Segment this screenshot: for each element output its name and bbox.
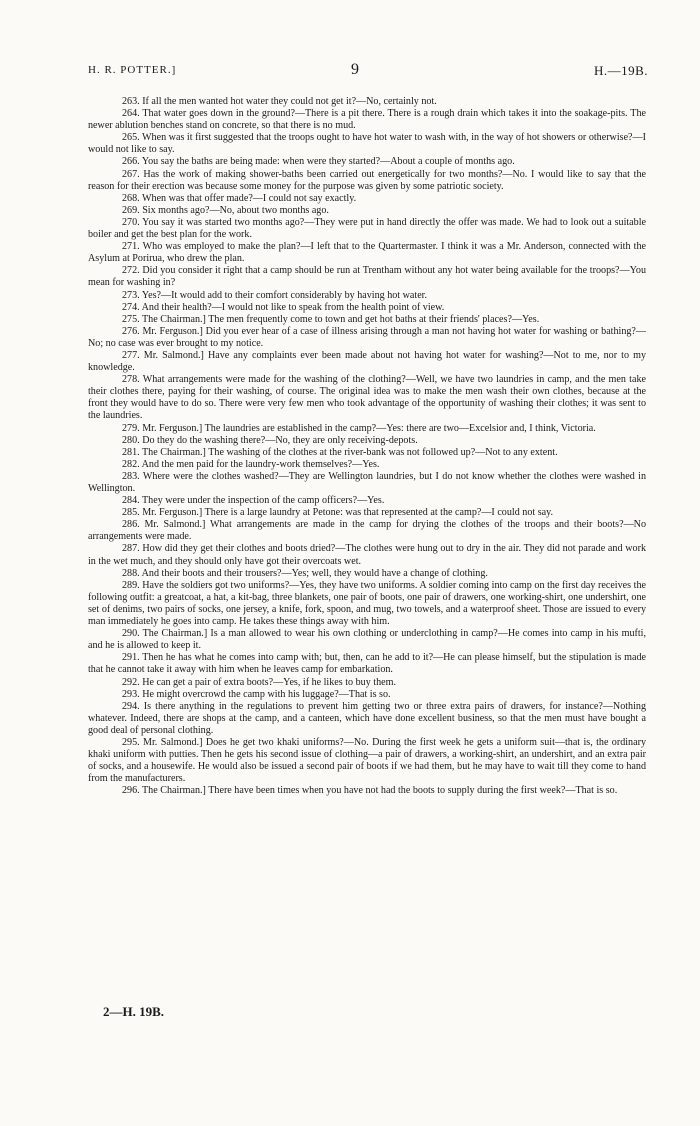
testimony-paragraph: 267. Has the work of making shower-baths been carried out energetically for two months?—No. I would like to say that the reason for their erection was because some money for the purpose was given by some patriotic society. <box>88 168 646 192</box>
paper-reference: H.—19B. <box>593 63 648 78</box>
testimony-paragraph: 288. And their boots and their trousers?—Yes; well, they would have a change of clothing. <box>122 567 488 579</box>
testimony-paragraph: 284. They were under the inspection of the camp officers?—Yes. <box>122 495 385 507</box>
testimony-paragraph: 287. How did they get their clothes and boots dried?—The clothes were hung out to dry in the air. They did not parade and work in the wet much, and they should only have got their overcoats wet. <box>88 543 646 567</box>
testimony-paragraph: 281. The Chairman.] The washing of the clothes at the river-bank was not followed up?—Not to any extent. <box>122 446 558 458</box>
testimony-paragraph: 292. He can get a pair of extra boots?—Yes, if he likes to buy them. <box>122 676 396 688</box>
witness-name: H. R. POTTER.] <box>88 64 177 76</box>
testimony-paragraph: 296. The Chairman.] There have been times when you have not had the boots to supply during the first week?—That is so. <box>122 785 618 797</box>
testimony-paragraph: 280. Do they do the washing there?—No, they are only receiving-depots. <box>122 434 418 446</box>
page-header <box>88 61 648 80</box>
testimony-paragraph: 289. Have the soldiers got two uniforms?—Yes, they have two uniforms. A soldier coming into camp on the first day receives the following outfit: a greatcoat, a hat, a kit-bag, three blankets, one pair of boots, one pair of drawers, one working-shirt, one undershirt, one set of denims, two pairs of socks, one jersey, a knife, fork, spoon, and mug, two towels, and a waterproof sheet. Those are issued to every man immediately he goes into camp. He takes these things away with him. <box>88 579 646 628</box>
testimony-paragraph: 268. When was that offer made?—I could not say exactly. <box>122 192 357 204</box>
testimony-paragraph: 264. That water goes down in the ground?—There is a pit there. There is a rough drain which takes it into the soakage-pits. The newer ablution benches stand on concrete, so that there is no mud. <box>88 108 646 132</box>
testimony-paragraph: 283. Where were the clothes washed?—They are Wellington laundries, but I do not know whether the clothes were washed in Wellington. <box>88 470 646 494</box>
testimony-paragraph: 271. Who was employed to make the plan?—I left that to the Quartermaster. I think it was a Mr. Anderson, connected with the Asylum at Porirua, who drew the plan. <box>88 241 646 265</box>
testimony-paragraph: 282. And the men paid for the laundry-work themselves?—Yes. <box>122 458 380 470</box>
testimony-paragraph: 266. You say the baths are being made: when were they started?—About a couple of months ago. <box>122 156 515 168</box>
testimony-paragraph: 270. You say it was started two months ago?—They were put in hand directly the offer was made. We had to look out a suitable boiler and get the best plan for the work. <box>88 216 646 241</box>
testimony-paragraph: 290. The Chairman.] Is a man allowed to wear his own clothing or underclothing in camp?—He comes into camp in his mufti, and he is allowed to keep it. <box>88 628 646 652</box>
testimony-paragraph: 286. Mr. Salmond.] What arrangements are made in the camp for drying the clothes of the troops and their boots?—No arrangements were made. <box>88 519 646 543</box>
testimony-paragraph: 294. Is there anything in the regulations to prevent him getting two or three extra pairs of drawers, for instance?—Nothing whatever. Indeed, there are shops at the camp, and a canteen, which have done excellent business, so that the men must have bought a good deal of personal clothing. <box>88 700 646 736</box>
testimony-paragraph: 265. When was it first suggested that the troops ought to have hot water to wash with, in the way of hot showers or otherwise?—I would not like to say. <box>88 132 646 156</box>
signature-mark: 2—H. 19B. <box>103 1004 165 1019</box>
testimony-paragraph: 272. Did you consider it right that a camp should be run at Trentham without any hot water being available for the troops?—You mean for washing in? <box>88 265 646 289</box>
testimony-paragraph: 278. What arrangements were made for the washing of the clothing?—Well, we have two laundries in camp, and the men take their clothes there, paying for their washing, of course. The original idea was to make the men wash their own clothes, because at the front they would have to do so. There were very few men who took advantage of the opportunity of washing their clothes; it was sent to the laundries. <box>88 374 646 422</box>
testimony-paragraph: 269. Six months ago?—No, about two months ago. <box>122 204 329 216</box>
testimony-paragraph: 279. Mr. Ferguson.] The laundries are established in the camp?—Yes: there are two—Excelsior and, I think, Victoria. <box>122 422 596 434</box>
testimony-paragraph: 275. The Chairman.] The men frequently come to town and get hot baths at their friends' places?—Yes. <box>122 313 540 325</box>
testimony-paragraph: 291. Then he has what he comes into camp with; but, then, can he add to it?—He can please himself, but the stipulation is made that he cannot take it away with him when he leaves camp for embarkation. <box>88 652 646 676</box>
testimony-body <box>88 96 646 797</box>
testimony-paragraph: 293. He might overcrowd the camp with his luggage?—That is so. <box>122 688 391 700</box>
page-number: 9 <box>351 61 359 78</box>
testimony-paragraph: 277. Mr. Salmond.] Have any complaints ever been made about not having hot water for washing?—Not to me, nor to my knowledge. <box>88 349 646 374</box>
testimony-paragraph: 274. And their health?—I would not like to speak from the health point of view. <box>122 301 445 313</box>
testimony-paragraph: 273. Yes?—It would add to their comfort considerably by having hot water. <box>122 289 427 301</box>
testimony-paragraph: 263. If all the men wanted hot water they could not get it?—No, certainly not. <box>122 96 437 107</box>
testimony-paragraph: 276. Mr. Ferguson.] Did you ever hear of a case of illness arising through a man not having hot water for washing or bathing?—No; no case was ever brought to my notice. <box>88 325 646 349</box>
testimony-paragraph: 285. Mr. Ferguson.] There is a large laundry at Petone: was that represented at the camp?—I could not say. <box>122 507 554 519</box>
testimony-paragraph: 295. Mr. Salmond.] Does he get two khaki uniforms?—No. During the first week he gets a uniform suit—that is, the ordinary khaki uniform with putties. Then he gets his second issue of clothing—a pair of drawers, a working-shirt, an undershirt, and an extra pair of socks, and a housewife. He would also be issued a second pair of boots if we had them, but he may have to wait till they come to hand from the manufacturers. <box>88 736 646 785</box>
